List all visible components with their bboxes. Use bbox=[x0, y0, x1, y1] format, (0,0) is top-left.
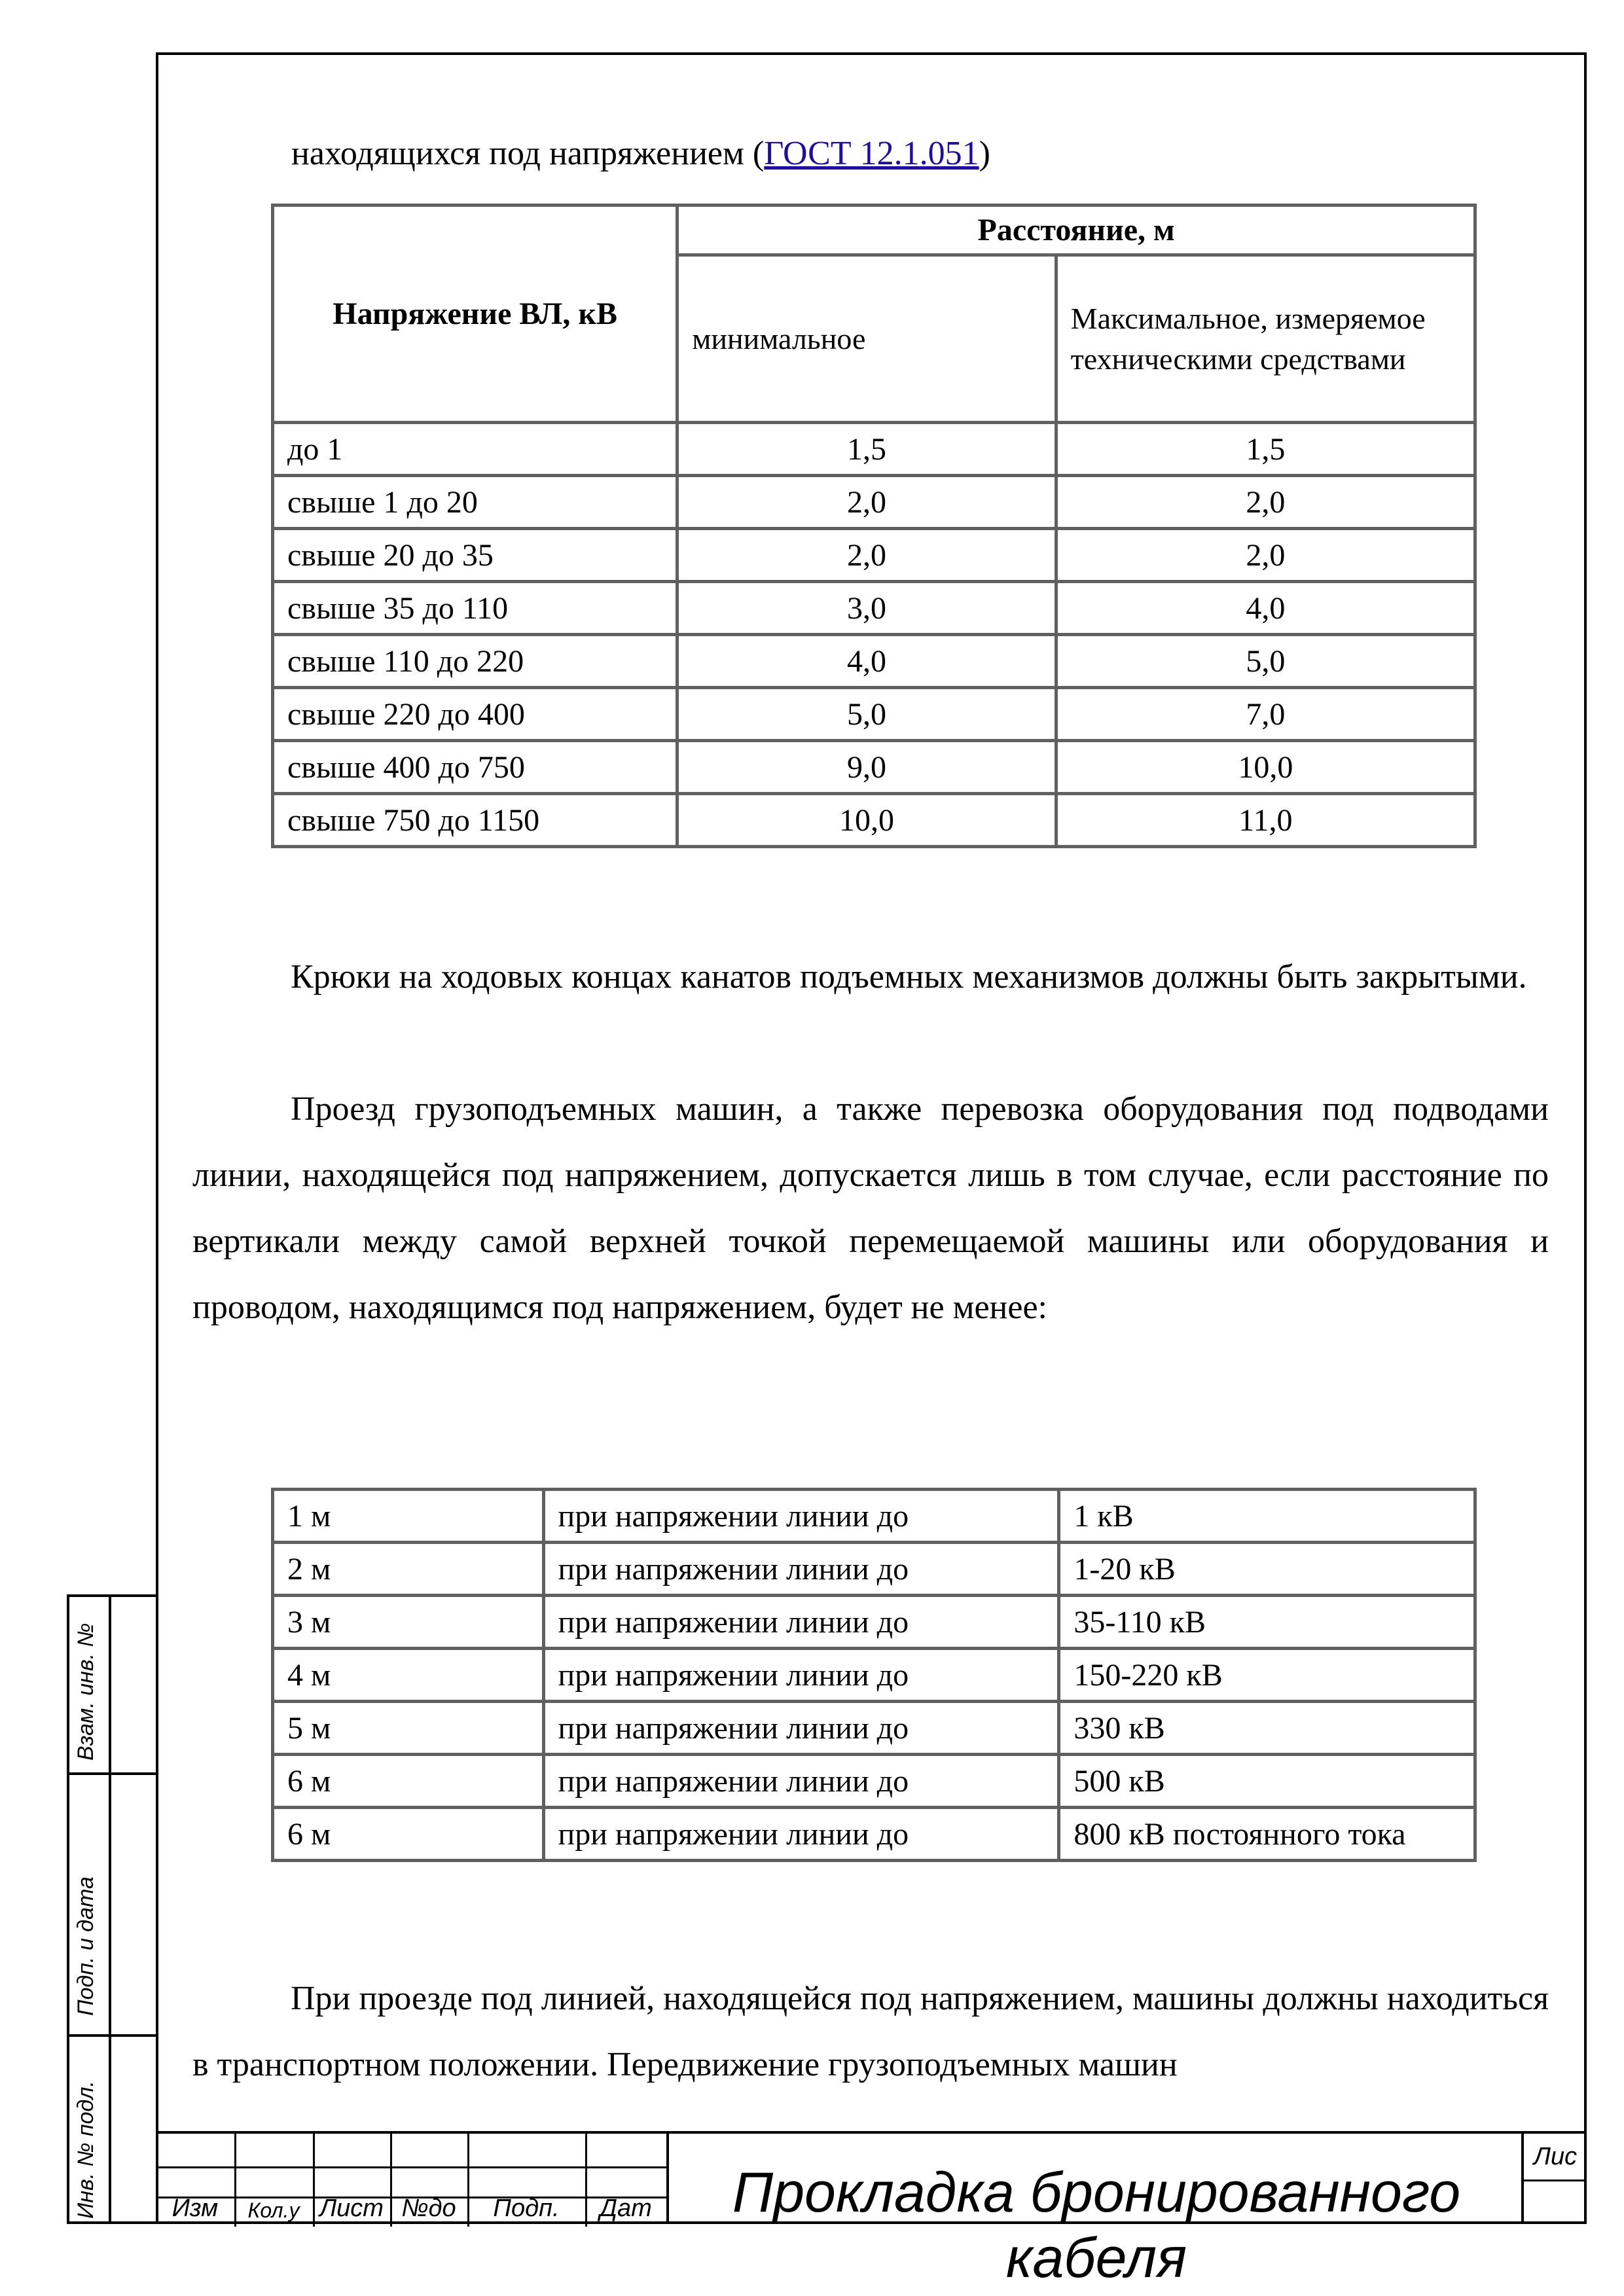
table-row bbox=[273, 529, 1475, 582]
voltage-cell: до 1 bbox=[273, 423, 677, 476]
voltage-cell: 35-110 кВ bbox=[1059, 1596, 1475, 1649]
col-list: Лист bbox=[319, 2195, 384, 2222]
voltage-cell: 800 кВ постоянного тока bbox=[1059, 1808, 1475, 1861]
clearance-table bbox=[271, 1488, 1477, 1862]
voltage-cell: свыше 20 до 35 bbox=[273, 529, 677, 582]
col-ndoc: №до bbox=[401, 2195, 456, 2222]
max-cell: 4,0 bbox=[1056, 582, 1475, 635]
max-cell: 1,5 bbox=[1056, 423, 1475, 476]
table-row bbox=[273, 688, 1475, 741]
voltage-cell: 500 кВ bbox=[1059, 1755, 1475, 1808]
caption-text: находящихся под напряжением ( bbox=[291, 135, 765, 172]
min-cell: 5,0 bbox=[677, 688, 1056, 741]
distance-cell: 1 м bbox=[273, 1490, 544, 1543]
min-cell: 3,0 bbox=[677, 582, 1056, 635]
document-title: Прокладка бронированного кабеля bbox=[732, 2161, 1461, 2289]
sign-date-label: Подп. и дата bbox=[73, 1876, 98, 2016]
title-block bbox=[156, 2131, 1587, 2289]
sheet-cell bbox=[1521, 2131, 1587, 2224]
condition-cell: при напряжении линии до bbox=[543, 1808, 1059, 1861]
max-cell: 5,0 bbox=[1056, 635, 1475, 688]
voltage-cell: свыше 110 до 220 bbox=[273, 635, 677, 688]
voltage-cell: свыше 750 до 1150 bbox=[273, 794, 677, 847]
inv-no-orig-label: Инв. № подл. bbox=[73, 2081, 98, 2219]
table-row bbox=[273, 1702, 1475, 1755]
condition-cell: при напряжении линии до bbox=[543, 1543, 1059, 1596]
gost-link[interactable]: ГОСТ 12.1.051 bbox=[764, 135, 979, 172]
header-distance: Расстояние, м bbox=[677, 206, 1475, 255]
condition-cell: при напряжении линии до bbox=[543, 1490, 1059, 1543]
header-max: Максимальное, измеряемое техническими средствами bbox=[1056, 255, 1475, 423]
table-row bbox=[273, 582, 1475, 635]
paragraph-hooks: Крюки на ходовых концах канатов подъемных механизмов должны быть закрытыми. bbox=[291, 958, 1527, 996]
min-cell: 2,0 bbox=[677, 529, 1056, 582]
col-kol: Кол.у bbox=[247, 2198, 300, 2222]
table-caption bbox=[291, 134, 990, 173]
paragraph-clearance: Проезд грузоподъемных машин, а также перевозка оборудования под подводами линии, находящейся под напряжением, допускается лишь в том случае, если расстояние по вертикали между самой верхней точкой перемещаемой машины или оборудования и проводом, находящимся под напряжением, будет не менее: bbox=[192, 1090, 1549, 1326]
col-podp: Подп. bbox=[493, 2195, 560, 2222]
inv-no-sub-label: Взам. инв. № bbox=[73, 1623, 98, 1761]
col-izm: Изм bbox=[171, 2195, 219, 2222]
table-row bbox=[273, 794, 1475, 847]
voltage-cell: свыше 35 до 110 bbox=[273, 582, 677, 635]
voltage-cell: свыше 1 до 20 bbox=[273, 476, 677, 529]
table-row bbox=[273, 741, 1475, 794]
max-cell: 2,0 bbox=[1056, 529, 1475, 582]
distance-cell: 4 м bbox=[273, 1649, 544, 1702]
table-row bbox=[273, 1596, 1475, 1649]
col-date: Дат bbox=[600, 2195, 652, 2222]
caption-close: ) bbox=[979, 135, 990, 172]
header-voltage: Напряжение ВЛ, кВ bbox=[273, 206, 677, 423]
table-row bbox=[273, 1490, 1475, 1543]
max-cell: 11,0 bbox=[1056, 794, 1475, 847]
voltage-cell: 1-20 кВ bbox=[1059, 1543, 1475, 1596]
distance-cell: 2 м bbox=[273, 1543, 544, 1596]
distance-cell: 6 м bbox=[273, 1755, 544, 1808]
distance-table bbox=[271, 204, 1477, 848]
table-row bbox=[273, 635, 1475, 688]
max-cell: 7,0 bbox=[1056, 688, 1475, 741]
table-row bbox=[273, 1543, 1475, 1596]
voltage-cell: 150-220 кВ bbox=[1059, 1649, 1475, 1702]
min-cell: 10,0 bbox=[677, 794, 1056, 847]
min-cell: 4,0 bbox=[677, 635, 1056, 688]
max-cell: 10,0 bbox=[1056, 741, 1475, 794]
table-row bbox=[273, 476, 1475, 529]
header-min: минимальное bbox=[677, 255, 1056, 423]
voltage-cell: 330 кВ bbox=[1059, 1702, 1475, 1755]
min-cell: 1,5 bbox=[677, 423, 1056, 476]
distance-cell: 6 м bbox=[273, 1808, 544, 1861]
revision-grid bbox=[156, 2131, 666, 2224]
voltage-cell: свыше 400 до 750 bbox=[273, 741, 677, 794]
document-title-cell bbox=[666, 2131, 1524, 2289]
condition-cell: при напряжении линии до bbox=[543, 1596, 1059, 1649]
table-row bbox=[273, 1755, 1475, 1808]
condition-cell: при напряжении линии до bbox=[543, 1755, 1059, 1808]
sheet-label: Лис bbox=[1524, 2134, 1587, 2181]
max-cell: 2,0 bbox=[1056, 476, 1475, 529]
table-row bbox=[273, 423, 1475, 476]
min-cell: 2,0 bbox=[677, 476, 1056, 529]
table-row bbox=[273, 1649, 1475, 1702]
condition-cell: при напряжении линии до bbox=[543, 1702, 1059, 1755]
min-cell: 9,0 bbox=[677, 741, 1056, 794]
table-row bbox=[273, 1808, 1475, 1861]
voltage-cell: свыше 220 до 400 bbox=[273, 688, 677, 741]
distance-cell: 3 м bbox=[273, 1596, 544, 1649]
paragraph-transport: При проезде под линией, находящейся под напряжением, машины должны находиться в транспортном положении. Передвижение грузоподъемных машин bbox=[192, 1980, 1549, 2083]
voltage-cell: 1 кВ bbox=[1059, 1490, 1475, 1543]
distance-cell: 5 м bbox=[273, 1702, 544, 1755]
condition-cell: при напряжении линии до bbox=[543, 1649, 1059, 1702]
